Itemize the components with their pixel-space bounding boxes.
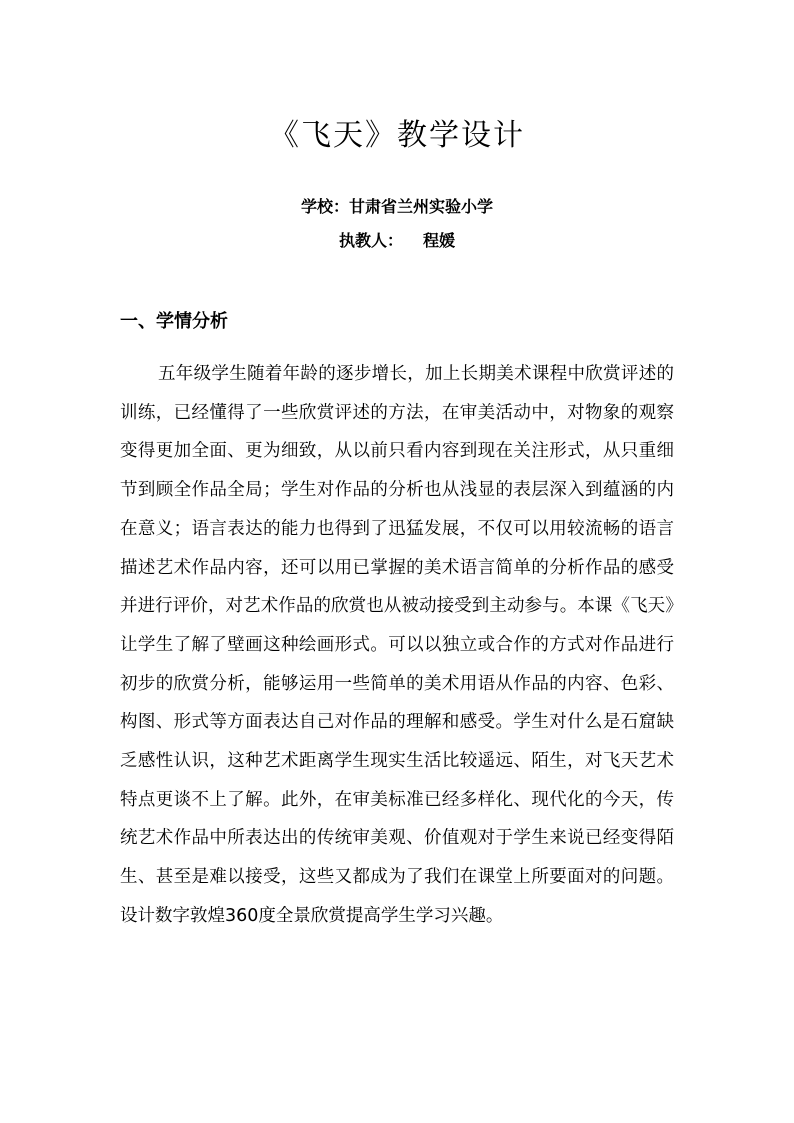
teacher-line bbox=[0, 229, 794, 253]
section-heading-learning-analysis: 一、学情分析 bbox=[120, 311, 228, 332]
section-paragraph-learning-analysis: 五年级学生随着年龄的逐步增长，加上长期美术课程中欣赏评述的训练，已经懂得了一些欣赏评述的方法，在审美活动中，对物象的观察变得更加全面、更为细致，从以前只看内容到现在关注形式，从只重细节到顾全作品全局；学生对作品的分析也从浅显的表层深入到蕴涵的内在意义；语言表达的能力也得到了迅猛发展，不仅可以用较流畅的语言描述艺术作品内容，还可以用已掌握的美术语言简单的分析作品的感受并进行评价，对艺术作品的欣赏也从被动接受到主动参与。本课《飞天》让学生了解了壁画这种绘画形式。可以以独立或合作的方式对作品进行初步的欣赏分析，能够运用一些简单的美术用语从作品的内容、色彩、构图、形式等方面表达自己对作品的理解和感受。学生对什么是石窟缺乏感性认识，这种艺术距离学生现实生活比较遥远、陌生，对飞天艺术特点更谈不上了解。此外，在审美标准已经多样化、现代化的今天，传统艺术作品中所表达出的传统审美观、价值观对于学生来说已经变得陌生、甚至是难以接受，这些又都成为了我们在课堂上所要面对的问题。设计数字敦煌360度全景欣赏提高学生学习兴趣。 bbox=[120, 364, 674, 926]
school-line: 学校：甘肃省兰州实验小学 bbox=[300, 197, 493, 216]
document-title: 《飞天》教学设计 bbox=[269, 118, 525, 154]
teacher-name: 程媛 bbox=[423, 231, 456, 250]
teacher-label: 执教人： bbox=[338, 231, 403, 250]
